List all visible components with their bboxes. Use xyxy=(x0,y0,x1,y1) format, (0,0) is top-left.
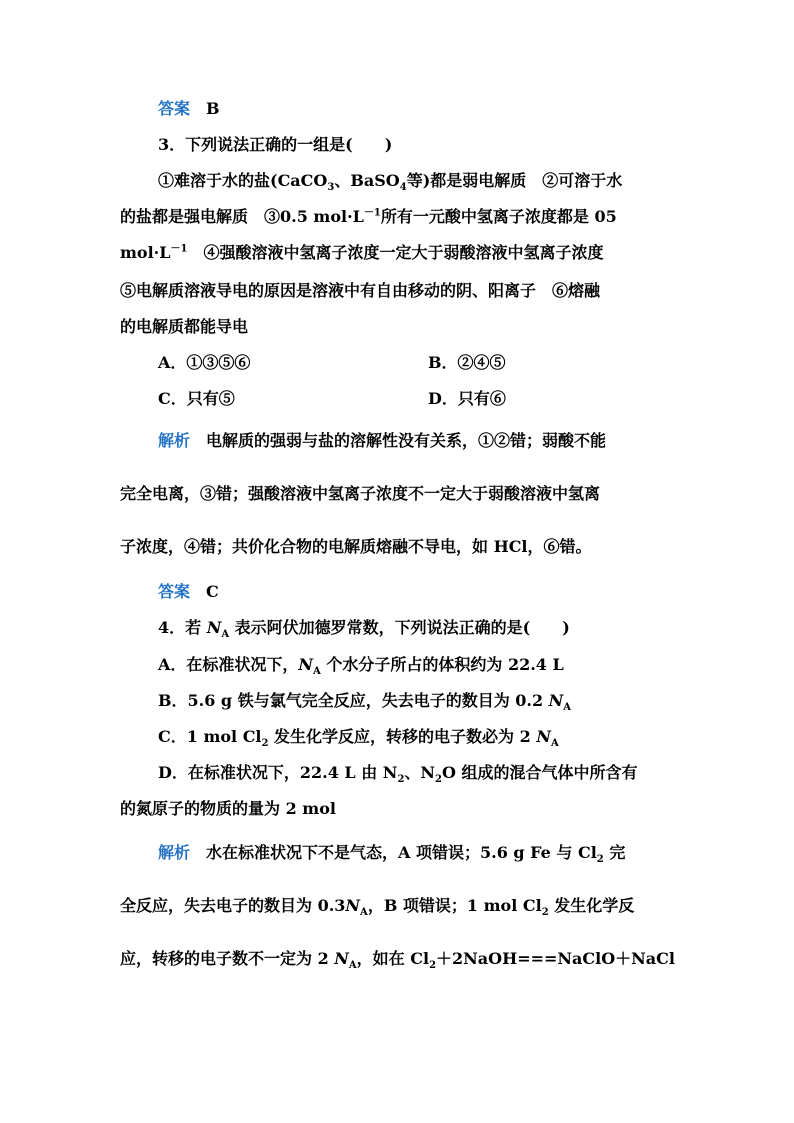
question-3-stem: 3．下列说法正确的一组是( ) xyxy=(158,135,393,154)
answer-value: C xyxy=(206,582,219,601)
answer-value: B xyxy=(206,99,220,118)
answer-label: 答案 xyxy=(158,99,191,118)
q3-statement-line-4: ⑤电解质溶液导电的原因是溶液中有自由移动的阴、阳离子 ⑥熔融 xyxy=(120,281,601,300)
q4-explanation-line-1: 解析 水在标准状况下不是气态，A 项错误；5.6 g Fe 与 $Cl_2$ 完 xyxy=(158,843,626,866)
q3-statement-line-3: $mol\cdot L^{-1}$ ④强酸溶液中氢离子浓度一定大于弱酸溶液中氢离子浓度 xyxy=(120,243,604,262)
analysis-label: 解析 xyxy=(158,431,191,450)
q3-option-a: A．①③⑤⑥ xyxy=(158,353,251,372)
q4-explanation-line-2: 全反应，失去电子的数目为 $0.3N_A$，B 项错误；1 mol $Cl_2$ 发生化学反 xyxy=(120,896,635,919)
analysis-label: 解析 xyxy=(158,843,191,862)
q3-option-d: D．只有⑥ xyxy=(428,389,506,408)
q3-explanation-line-3: 子浓度，④错；共价化合物的电解质熔融不导电，如 HCl，⑥错。 xyxy=(120,537,592,556)
q3-option-c: C．只有⑤ xyxy=(158,389,235,408)
answer-c-line xyxy=(158,584,219,600)
q4-option-d-line-1: D．在标准状况下，22.4 L 由 $N_2$、$N_2O$ 组成的混合气体中所含有 xyxy=(158,763,638,786)
q4-option-c: C．1 mol $Cl_2$ 发生化学反应，转移的电子数必为 2 $N_A$ xyxy=(158,727,559,750)
answer-label: 答案 xyxy=(158,582,191,601)
q4-option-a: A．在标准状况下，$N_A$ 个水分子所占的体积约为 22.4 L xyxy=(158,655,564,678)
q3-statement-line-2: 的盐都是强电解质 ③0.5 $mol\cdot L^{-1}$所有一元酸中氢离子浓度都是 05 xyxy=(120,207,617,226)
q4-option-b: B．5.6 g 铁与氯气完全反应，失去电子的数目为 0.2 $N_A$ xyxy=(158,691,572,714)
q3-statement-line-5: 的电解质都能导电 xyxy=(120,317,249,336)
q3-option-b: B．②④⑤ xyxy=(428,353,506,372)
q4-explanation-line-3: 应，转移的电子数不一定为 2 $N_A$，如在 $Cl_2+2NaOH===NaClO+NaCl$ xyxy=(120,949,675,972)
q4-option-d-line-2: 的氮原子的物质的量为 2 mol xyxy=(120,799,336,818)
answer-b-line xyxy=(158,101,220,117)
q3-explanation-line-1: 解析 电解质的强弱与盐的溶解性没有关系，①②错；弱酸不能 xyxy=(158,431,607,450)
q3-explanation-line-2: 完全电离，③错；强酸溶液中氢离子浓度不一定大于弱酸溶液中氢离 xyxy=(120,484,601,503)
question-4-stem: 4．若 $N_A$ 表示阿伏加德罗常数，下列说法正确的是( ) xyxy=(158,618,570,641)
q3-statement-line-1: ①难溶于水的盐(CaCO$_3$、BaSO$_4$等)都是弱电解质 ②可溶于水 xyxy=(158,171,623,194)
